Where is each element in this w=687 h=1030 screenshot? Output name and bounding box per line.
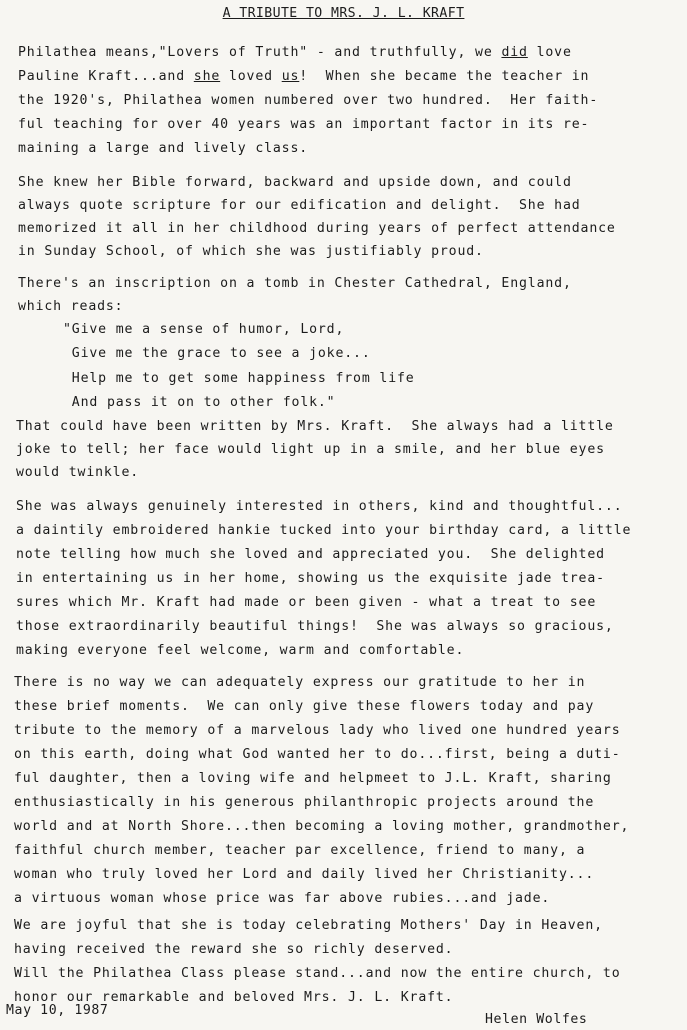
text-line: Will the Philathea Class please stand...and now the entire church, to bbox=[14, 966, 621, 981]
text-line: in Sunday School, of which she was justifiably proud. bbox=[18, 244, 484, 259]
text-line: the 1920's, Philathea women numbered over two hundred. Her faith- bbox=[18, 93, 599, 108]
text-line: would twinkle. bbox=[16, 465, 140, 480]
text-span: Pauline Kraft...and bbox=[18, 69, 194, 84]
text-line: memorized it all in her childhood during years of perfect attendance bbox=[18, 221, 616, 236]
text-line: enthusiastically in his generous philanthropic projects around the bbox=[14, 795, 595, 810]
text-line bbox=[18, 44, 572, 62]
text-line: world and at North Shore...then becoming a loving mother, grandmother, bbox=[14, 819, 630, 834]
page-title: A TRIBUTE TO MRS. J. L. KRAFT bbox=[222, 6, 465, 21]
poem-line: Help me to get some happiness from life bbox=[63, 371, 415, 386]
text-line: a daintily embroidered hankie tucked into your birthday card, a little bbox=[16, 523, 632, 538]
emphasis-text: us bbox=[281, 69, 300, 84]
text-span: Philathea means,"Lovers of Truth" - and truthfully, we bbox=[18, 45, 502, 60]
poem-line: "Give me a sense of humor, Lord, bbox=[63, 322, 345, 337]
text-line: We are joyful that she is today celebrating Mothers' Day in Heaven, bbox=[14, 918, 603, 933]
text-line: note telling how much she loved and appreciated you. She delighted bbox=[16, 547, 605, 562]
text-line: making everyone feel welcome, warm and comfortable. bbox=[16, 643, 465, 658]
text-line: tribute to the memory of a marvelous lady who lived one hundred years bbox=[14, 723, 621, 738]
text-line: which reads: bbox=[18, 299, 124, 314]
text-line: on this earth, doing what God wanted her to do...first, being a duti- bbox=[14, 747, 621, 762]
text-line: joke to tell; her face would light up in a smile, and her blue eyes bbox=[16, 442, 605, 457]
poem-line: And pass it on to other folk." bbox=[63, 395, 336, 410]
author-signature: Helen Wolfes bbox=[485, 1012, 588, 1027]
text-line: faithful church member, teacher par excellence, friend to many, a bbox=[14, 843, 586, 858]
text-line: honor our remarkable and beloved Mrs. J. L. Kraft. bbox=[14, 990, 454, 1005]
text-line: a virtuous woman whose price was far above rubies...and jade. bbox=[14, 891, 551, 906]
text-line: those extraordinarily beautiful things! She was always so gracious, bbox=[16, 619, 614, 634]
emphasis-text: she bbox=[193, 69, 221, 84]
text-span: ! When she became the teacher in bbox=[299, 69, 590, 84]
poem-line: Give me the grace to see a joke... bbox=[63, 346, 371, 361]
text-line: maining a large and lively class. bbox=[18, 141, 309, 156]
text-line: sures which Mr. Kraft had made or been given - what a treat to see bbox=[16, 595, 597, 610]
text-line: having received the reward she so richly deserved. bbox=[14, 942, 454, 957]
text-line: woman who truly loved her Lord and daily lived her Christianity... bbox=[14, 867, 595, 882]
document-date: May 10, 1987 bbox=[6, 1003, 109, 1018]
text-line: in entertaining us in her home, showing us the exquisite jade trea- bbox=[16, 571, 605, 586]
text-span: love bbox=[527, 45, 572, 60]
text-line: ful daughter, then a loving wife and helpmeet to J.L. Kraft, sharing bbox=[14, 771, 612, 786]
text-line: That could have been written by Mrs. Kraft. She always had a little bbox=[16, 419, 614, 434]
text-line: There is no way we can adequately express our gratitude to her in bbox=[14, 675, 586, 690]
text-line: There's an inscription on a tomb in Chester Cathedral, England, bbox=[18, 276, 572, 291]
text-line: ful teaching for over 40 years was an important factor in its re- bbox=[18, 117, 590, 132]
text-line: She knew her Bible forward, backward and upside down, and could bbox=[18, 175, 572, 190]
text-span: loved bbox=[220, 69, 282, 84]
emphasis-text: did bbox=[501, 45, 528, 60]
text-line bbox=[18, 68, 589, 86]
text-line: these brief moments. We can only give these flowers today and pay bbox=[14, 699, 595, 714]
text-line: always quote scripture for our edification and delight. She had bbox=[18, 198, 581, 213]
text-line: She was always genuinely interested in others, kind and thoughtful... bbox=[16, 499, 623, 514]
